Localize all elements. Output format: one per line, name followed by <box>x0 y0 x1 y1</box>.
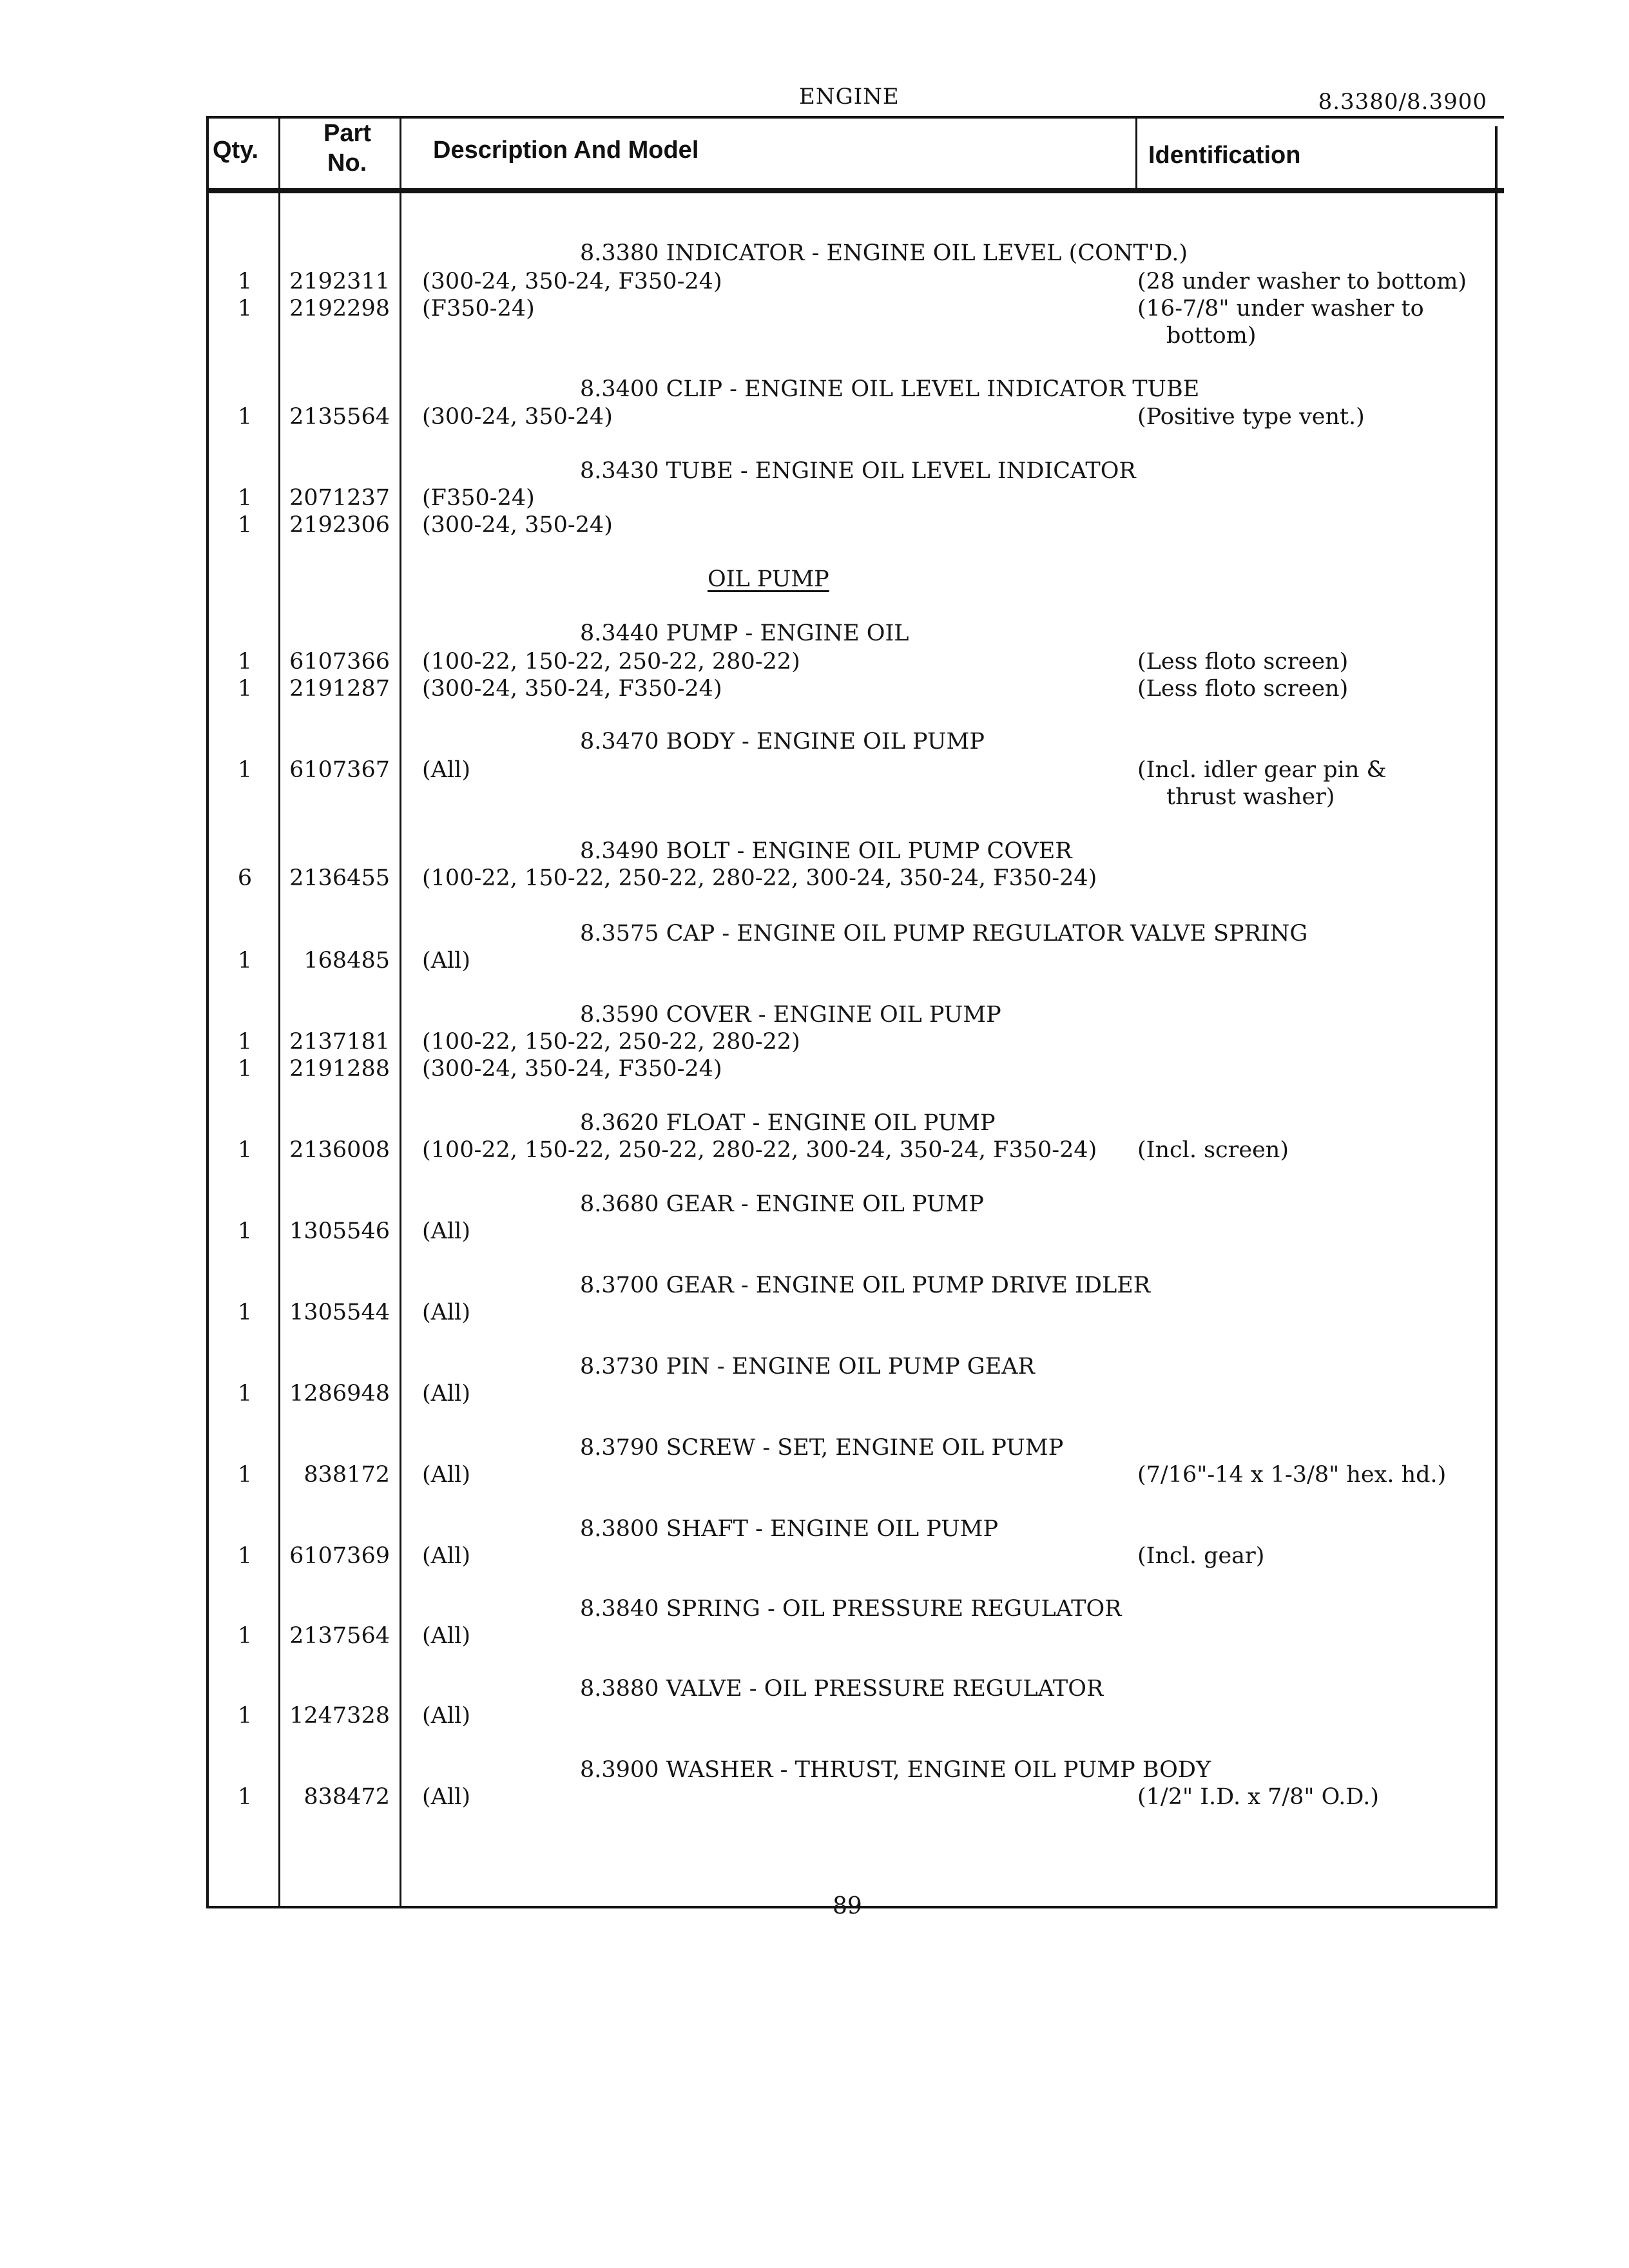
part-group-title: 8.3800 SHAFT - ENGINE OIL PUMP <box>580 1516 999 1542</box>
description-column-header: Description And Model <box>433 137 699 164</box>
model-description-cell: (300-24, 350-24, F350-24) <box>422 676 722 702</box>
part-number-cell: 2137181 <box>289 1029 390 1055</box>
identification-cell: (1/2" I.D. x 7/8" O.D.) <box>1137 1784 1380 1810</box>
part-number-cell: 2071237 <box>289 485 390 511</box>
part-number-cell: 2136455 <box>289 865 390 891</box>
identification-cell: (Incl. gear) <box>1137 1543 1265 1569</box>
part-group-title: 8.3880 VALVE - OIL PRESSURE REGULATOR <box>580 1676 1104 1702</box>
page-number: 89 <box>833 1893 862 1919</box>
identification-cell: (Positive type vent.) <box>1137 404 1365 430</box>
model-description-cell: (100-22, 150-22, 250-22, 280-22, 300-24, 350-24, F350-24) <box>422 865 1097 891</box>
table-border-right <box>1495 126 1498 1908</box>
qty-cell: 1 <box>237 1623 253 1649</box>
part-number-cell: 838472 <box>304 1784 390 1810</box>
identification-cell: (16-7/8" under washer to <box>1137 296 1424 322</box>
part-number-cell: 2192298 <box>289 296 390 322</box>
qty-cell: 1 <box>237 1703 253 1729</box>
part-group-title: 8.3620 FLOAT - ENGINE OIL PUMP <box>580 1110 996 1136</box>
identification-cell: (Less floto screen) <box>1137 676 1349 702</box>
model-description-cell: (100-22, 150-22, 250-22, 280-22) <box>422 649 800 675</box>
part-group-title: 8.3900 WASHER - THRUST, ENGINE OIL PUMP BODY <box>580 1757 1211 1783</box>
model-description-cell: (All) <box>422 1784 470 1810</box>
model-description-cell: (All) <box>422 1462 470 1488</box>
identification-continuation: bottom) <box>1166 323 1257 349</box>
qty-cell: 1 <box>237 1300 253 1325</box>
identification-cell: (Incl. screen) <box>1137 1137 1289 1163</box>
table-header-rule <box>207 188 1504 193</box>
qty-cell: 1 <box>237 1784 253 1810</box>
part-group-title: 8.3790 SCREW - SET, ENGINE OIL PUMP <box>580 1435 1064 1461</box>
part-column-header-line1: Part <box>323 120 371 147</box>
identification-cell: (7/16"-14 x 1-3/8" hex. hd.) <box>1137 1462 1447 1488</box>
qty-cell: 1 <box>237 1056 253 1082</box>
model-description-cell: (100-22, 150-22, 250-22, 280-22, 300-24, 350-24, F350-24) <box>422 1137 1097 1163</box>
model-description-cell: (All) <box>422 757 470 783</box>
part-group-title: 8.3700 GEAR - ENGINE OIL PUMP DRIVE IDLER <box>580 1273 1151 1298</box>
model-description-cell: (100-22, 150-22, 250-22, 280-22) <box>422 1029 800 1055</box>
part-group-title: 8.3380 INDICATOR - ENGINE OIL LEVEL (CONT'D.) <box>580 240 1188 266</box>
part-group-title: 8.3590 COVER - ENGINE OIL PUMP <box>580 1002 1001 1028</box>
qty-cell: 1 <box>237 948 253 974</box>
part-number-cell: 6107369 <box>289 1543 390 1569</box>
oil-pump-subheading: OIL PUMP <box>708 566 829 592</box>
model-description-cell: (F350-24) <box>422 296 535 322</box>
part-number-cell: 2135564 <box>289 404 390 430</box>
part-number-cell: 6107367 <box>289 757 390 783</box>
section-title: ENGINE <box>799 84 900 110</box>
part-column-divider <box>400 116 401 1908</box>
model-description-cell: (All) <box>422 1381 470 1407</box>
part-number-cell: 1247328 <box>289 1703 390 1729</box>
section-range: 8.3380/8.3900 <box>1318 89 1487 115</box>
qty-cell: 1 <box>237 296 253 322</box>
qty-cell: 6 <box>237 865 253 891</box>
part-number-cell: 2192311 <box>289 269 390 294</box>
identification-cell: (Incl. idler gear pin & <box>1137 757 1387 783</box>
identification-column-header: Identification <box>1148 142 1301 169</box>
ident-column-divider <box>1135 119 1137 191</box>
part-number-cell: 6107366 <box>289 649 390 675</box>
qty-cell: 1 <box>237 757 253 783</box>
model-description-cell: (All) <box>422 1623 470 1649</box>
part-group-title: 8.3440 PUMP - ENGINE OIL <box>580 620 909 646</box>
part-number-cell: 1305546 <box>289 1218 390 1244</box>
model-description-cell: (All) <box>422 948 470 974</box>
part-group-title: 8.3730 PIN - ENGINE OIL PUMP GEAR <box>580 1354 1035 1379</box>
part-number-cell: 1305544 <box>289 1300 390 1325</box>
part-group-title: 8.3490 BOLT - ENGINE OIL PUMP COVER <box>580 838 1072 864</box>
qty-column-header: Qty. <box>213 137 259 164</box>
qty-cell: 1 <box>237 1029 253 1055</box>
part-number-cell: 1286948 <box>289 1381 390 1407</box>
qty-cell: 1 <box>237 269 253 294</box>
part-number-cell: 2192306 <box>289 512 390 538</box>
table-border-top <box>207 116 1504 119</box>
part-number-cell: 2191287 <box>289 676 390 702</box>
part-group-title: 8.3680 GEAR - ENGINE OIL PUMP <box>580 1191 984 1217</box>
table-border-left <box>206 116 209 1908</box>
qty-cell: 1 <box>237 1137 253 1163</box>
model-description-cell: (300-24, 350-24) <box>422 512 613 538</box>
qty-cell: 1 <box>237 649 253 675</box>
model-description-cell: (300-24, 350-24) <box>422 404 613 430</box>
qty-cell: 1 <box>237 676 253 702</box>
part-group-title: 8.3430 TUBE - ENGINE OIL LEVEL INDICATOR <box>580 458 1136 484</box>
part-group-title: 8.3470 BODY - ENGINE OIL PUMP <box>580 729 985 754</box>
qty-cell: 1 <box>237 1218 253 1244</box>
model-description-cell: (All) <box>422 1300 470 1325</box>
qty-cell: 1 <box>237 512 253 538</box>
model-description-cell: (300-24, 350-24, F350-24) <box>422 269 722 294</box>
model-description-cell: (300-24, 350-24, F350-24) <box>422 1056 722 1082</box>
identification-cell: (28 under washer to bottom) <box>1137 269 1467 294</box>
part-number-cell: 2191288 <box>289 1056 390 1082</box>
qty-cell: 1 <box>237 1543 253 1569</box>
qty-cell: 1 <box>237 404 253 430</box>
qty-cell: 1 <box>237 1462 253 1488</box>
part-column-header-line2: No. <box>327 149 367 177</box>
part-number-cell: 168485 <box>304 948 390 974</box>
identification-continuation: thrust washer) <box>1166 784 1335 810</box>
qty-cell: 1 <box>237 485 253 511</box>
model-description-cell: (All) <box>422 1703 470 1729</box>
part-group-title: 8.3400 CLIP - ENGINE OIL LEVEL INDICATOR TUBE <box>580 376 1200 402</box>
part-number-cell: 2136008 <box>289 1137 390 1163</box>
identification-cell: (Less floto screen) <box>1137 649 1349 675</box>
part-number-cell: 2137564 <box>289 1623 390 1649</box>
part-number-cell: 838172 <box>304 1462 390 1488</box>
part-group-title: 8.3840 SPRING - OIL PRESSURE REGULATOR <box>580 1596 1122 1622</box>
qty-cell: 1 <box>237 1381 253 1407</box>
model-description-cell: (All) <box>422 1218 470 1244</box>
part-group-title: 8.3575 CAP - ENGINE OIL PUMP REGULATOR VALVE SPRING <box>580 921 1308 947</box>
model-description-cell: (F350-24) <box>422 485 535 511</box>
model-description-cell: (All) <box>422 1543 470 1569</box>
